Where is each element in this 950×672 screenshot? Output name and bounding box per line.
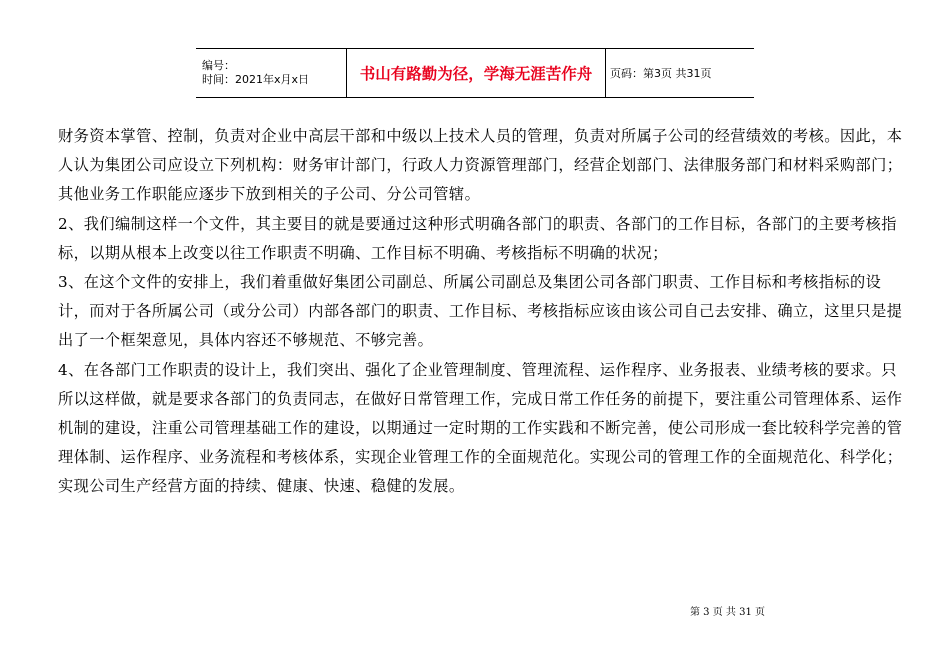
paragraph: 2、我们编制这样一个文件，其主要目的就是要通过这种形式明确各部门的职责、各部门的工作目标，各部门的主要考核指标，以期从根本上改变以往工作职责不明确、工作目标不明确、考核指标不明确的状况； [58, 214, 897, 262]
header-motto: 书山有路勤为径，学海无涯苦作舟 [347, 49, 606, 98]
paragraph: 3、在这个文件的安排上，我们着重做好集团公司副总、所属公司副总及集团公司各部门职责、工作目标和考核指标的设计，而对于各所属公司（或分公司）内部各部门的职责、工作目标、考核指标应该由该公司自己去安排、确立，这里只是提出了一个框架意见，具体内容还不够规范、不够完善。 [58, 273, 903, 350]
header-meta-cell [196, 49, 347, 98]
paragraph: 4、在各部门工作职责的设计上，我们突出、强化了企业管理制度、管理流程、运作程序、业务报表、业绩考核的要求。只所以这样做，就是要求各部门的负责同志，在做好日常管理工作，完成日常工作任务的前提下，要注重公司管理体系、运作机制的建设，注重公司管理基础工作的建设，以期通过一定时期的工作实践和不断完善，使公司形成一套比较科学完善的管理体制、运作程序、业务流程和考核体系，实现企业管理工作的全面规范化。实现公司的管理工作的全面规范化、科学化；实现公司生产经营方面的持续、健康、快速、稳健的发展。 [58, 360, 903, 496]
page-footer: 第 3 页 共 31 页 [690, 607, 765, 618]
document-body [58, 122, 908, 502]
document-number-label: 编号： [202, 59, 235, 72]
header-page-label: 页码：第3页 共31页 [606, 49, 755, 98]
paragraph: 财务资本掌管、控制，负责对企业中高层干部和中级以上技术人员的管理，负责对所属子公司的经营绩效的考核。因此，本人认为集团公司应设立下列机构：财务审计部门，行政人力资源管理部门，经营企划部门、法律服务部门和材料采购部门；其他业务工作职能应逐步下放到相关的子公司、分公司管辖。 [58, 127, 903, 204]
document-header [196, 48, 754, 98]
document-date-label: 时间：2021年x月x日 [202, 73, 310, 86]
